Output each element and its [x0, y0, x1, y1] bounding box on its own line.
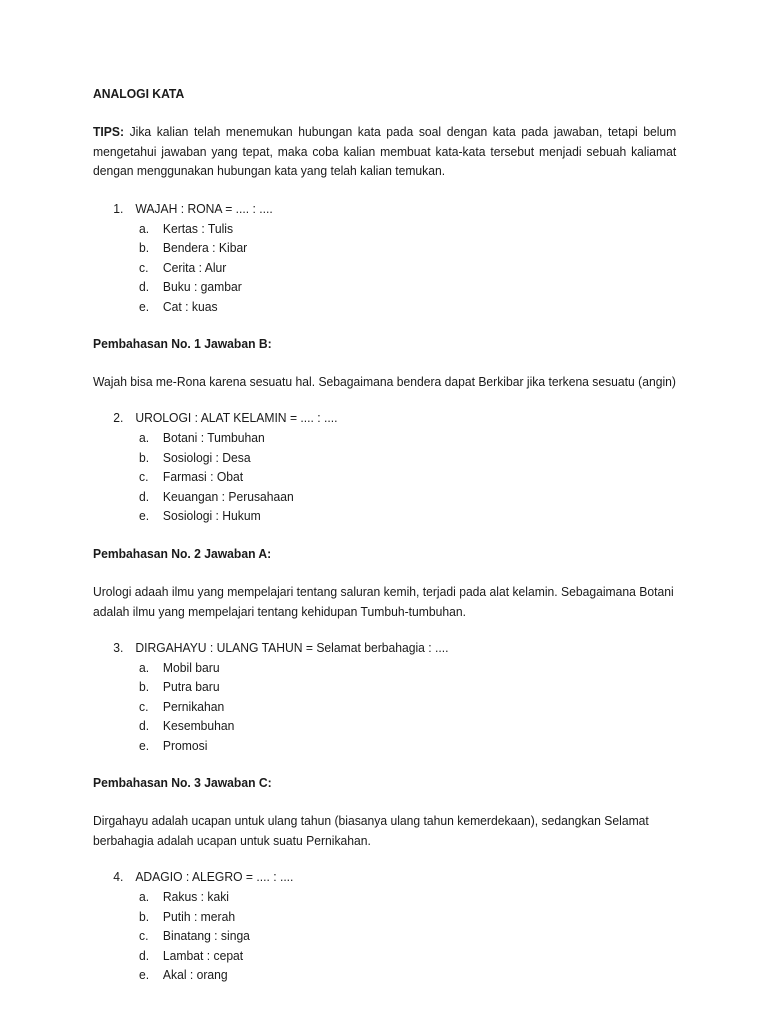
answer-option: [93, 448, 676, 468]
option-letter: e.: [139, 737, 150, 753]
tips-paragraph: [93, 122, 676, 181]
question-block: [93, 199, 676, 317]
answer-option: [93, 506, 676, 526]
question-number: 3.: [113, 639, 124, 655]
option-text: Akal : orang: [162, 967, 228, 982]
option-text: Cat : kuas: [162, 298, 218, 314]
option-text: Binatang : singa: [162, 928, 250, 943]
option-text: Putra baru: [162, 679, 220, 694]
option-text: Mobil baru: [162, 659, 220, 675]
question-list: [93, 199, 676, 985]
option-letter: c.: [139, 928, 149, 943]
question-stem: [93, 408, 676, 428]
option-text: Bendera : Kibar: [162, 240, 248, 255]
question-text: ADAGIO : ALEGRO = .... : ....: [135, 869, 294, 884]
option-letter: c.: [139, 698, 149, 714]
option-text: Lambat : cepat: [162, 947, 244, 963]
discussion-title: Pembahasan No. 3 Jawaban C:: [93, 775, 272, 790]
document-title: ANALOGI KATA: [93, 86, 185, 101]
answer-option: [93, 907, 676, 927]
answer-option: [93, 258, 676, 278]
answer-option: [93, 965, 676, 985]
answer-option: [93, 277, 676, 297]
discussion-text: Urologi adaah ilmu yang mempelajari tentang saluran kemih, terjadi pada alat kelamin. Sebagaimana Botani adalah ilmu yang mempelajari tentang kehidupan Tumbuh-tumbuhan.: [93, 583, 674, 619]
option-text: Farmasi : Obat: [162, 469, 244, 484]
option-letter: b.: [139, 449, 150, 465]
question-text: UROLOGI : ALAT KELAMIN = .... : ....: [135, 410, 338, 425]
option-letter: c.: [139, 469, 149, 484]
document-page: [93, 84, 677, 1003]
answer-option: [93, 677, 676, 697]
question-number: 4.: [113, 869, 124, 884]
option-text: Pernikahan: [162, 698, 225, 714]
discussion-text: Dirgahayu adalah ucapan untuk ulang tahun (biasanya ulang tahun kemerdekaan), sedangkan Selamat berbahagia adalah ucapan untuk suatu Pernikahan.: [93, 813, 649, 848]
option-text: Kesembuhan: [162, 718, 235, 733]
tips-text: Jika kalian telah menemukan hubungan kata pada soal dengan kata pada jawaban, tetapi belum mengetahui jawaban yang tepat, maka coba kalian membuat kata-kata tersebut menjadi sebuah kaliamat dengan menggunakan hubungan kata yang telah kalian temukan.: [93, 124, 677, 178]
option-letter: e.: [139, 298, 150, 314]
answer-option: [93, 467, 676, 487]
answer-option: [93, 428, 676, 448]
option-text: Sosiologi : Hukum: [162, 508, 261, 523]
answer-option: [93, 946, 676, 966]
answer-option: [93, 926, 676, 946]
option-letter: e.: [139, 967, 150, 982]
option-letter: e.: [139, 508, 150, 523]
question-text: DIRGAHAYU : ULANG TAHUN = Selamat berbahagia : ....: [135, 639, 449, 655]
option-text: Rakus : kaki: [162, 889, 230, 904]
option-letter: a.: [139, 220, 150, 236]
discussion-title: Pembahasan No. 2 Jawaban A:: [93, 545, 272, 561]
option-letter: a.: [139, 430, 150, 445]
option-letter: d.: [139, 279, 150, 294]
option-letter: d.: [139, 488, 150, 504]
option-letter: d.: [139, 718, 150, 733]
document-body: [93, 84, 676, 985]
answer-option: [93, 697, 676, 717]
question-block: [93, 638, 676, 756]
question-stem: [93, 638, 676, 658]
answer-option: [93, 487, 676, 507]
option-letter: c.: [139, 259, 149, 275]
option-text: Kertas : Tulis: [162, 220, 234, 236]
option-text: Keuangan : Perusahaan: [162, 488, 294, 504]
option-text: Cerita : Alur: [162, 259, 227, 275]
answer-option: [93, 887, 676, 907]
option-list: [93, 887, 676, 985]
option-letter: a.: [139, 659, 150, 675]
option-letter: b.: [139, 908, 150, 924]
option-letter: a.: [139, 889, 150, 904]
option-text: Promosi: [162, 737, 208, 753]
discussion-text: Wajah bisa me-Rona karena sesuatu hal. Sebagaimana bendera dapat Berkibar jika terkena sesuatu (angin): [93, 374, 676, 389]
discussion-title: Pembahasan No. 1 Jawaban B:: [93, 336, 272, 351]
option-list: [93, 219, 676, 317]
answer-option: [93, 716, 676, 736]
question-number: 2.: [113, 410, 124, 425]
answer-option: [93, 219, 676, 239]
option-text: Putih : merah: [162, 908, 236, 924]
answer-option: [93, 297, 676, 317]
question-stem: [93, 867, 676, 887]
option-letter: b.: [139, 679, 150, 694]
option-text: Buku : gambar: [162, 279, 242, 294]
answer-option: [93, 658, 676, 678]
question-text: WAJAH : RONA = .... : ....: [135, 200, 273, 216]
question-stem: [93, 199, 676, 219]
option-list: [93, 428, 676, 526]
answer-option: [93, 238, 676, 258]
option-text: Botani : Tumbuhan: [162, 430, 265, 445]
answer-option: [93, 736, 676, 756]
option-letter: d.: [139, 947, 150, 963]
question-block: [93, 408, 676, 526]
option-list: [93, 658, 676, 756]
option-text: Sosiologi : Desa: [162, 449, 251, 465]
question-block: [93, 867, 676, 985]
question-number: 1.: [113, 200, 124, 216]
option-letter: b.: [139, 240, 150, 255]
tips-label: TIPS:: [93, 124, 125, 139]
